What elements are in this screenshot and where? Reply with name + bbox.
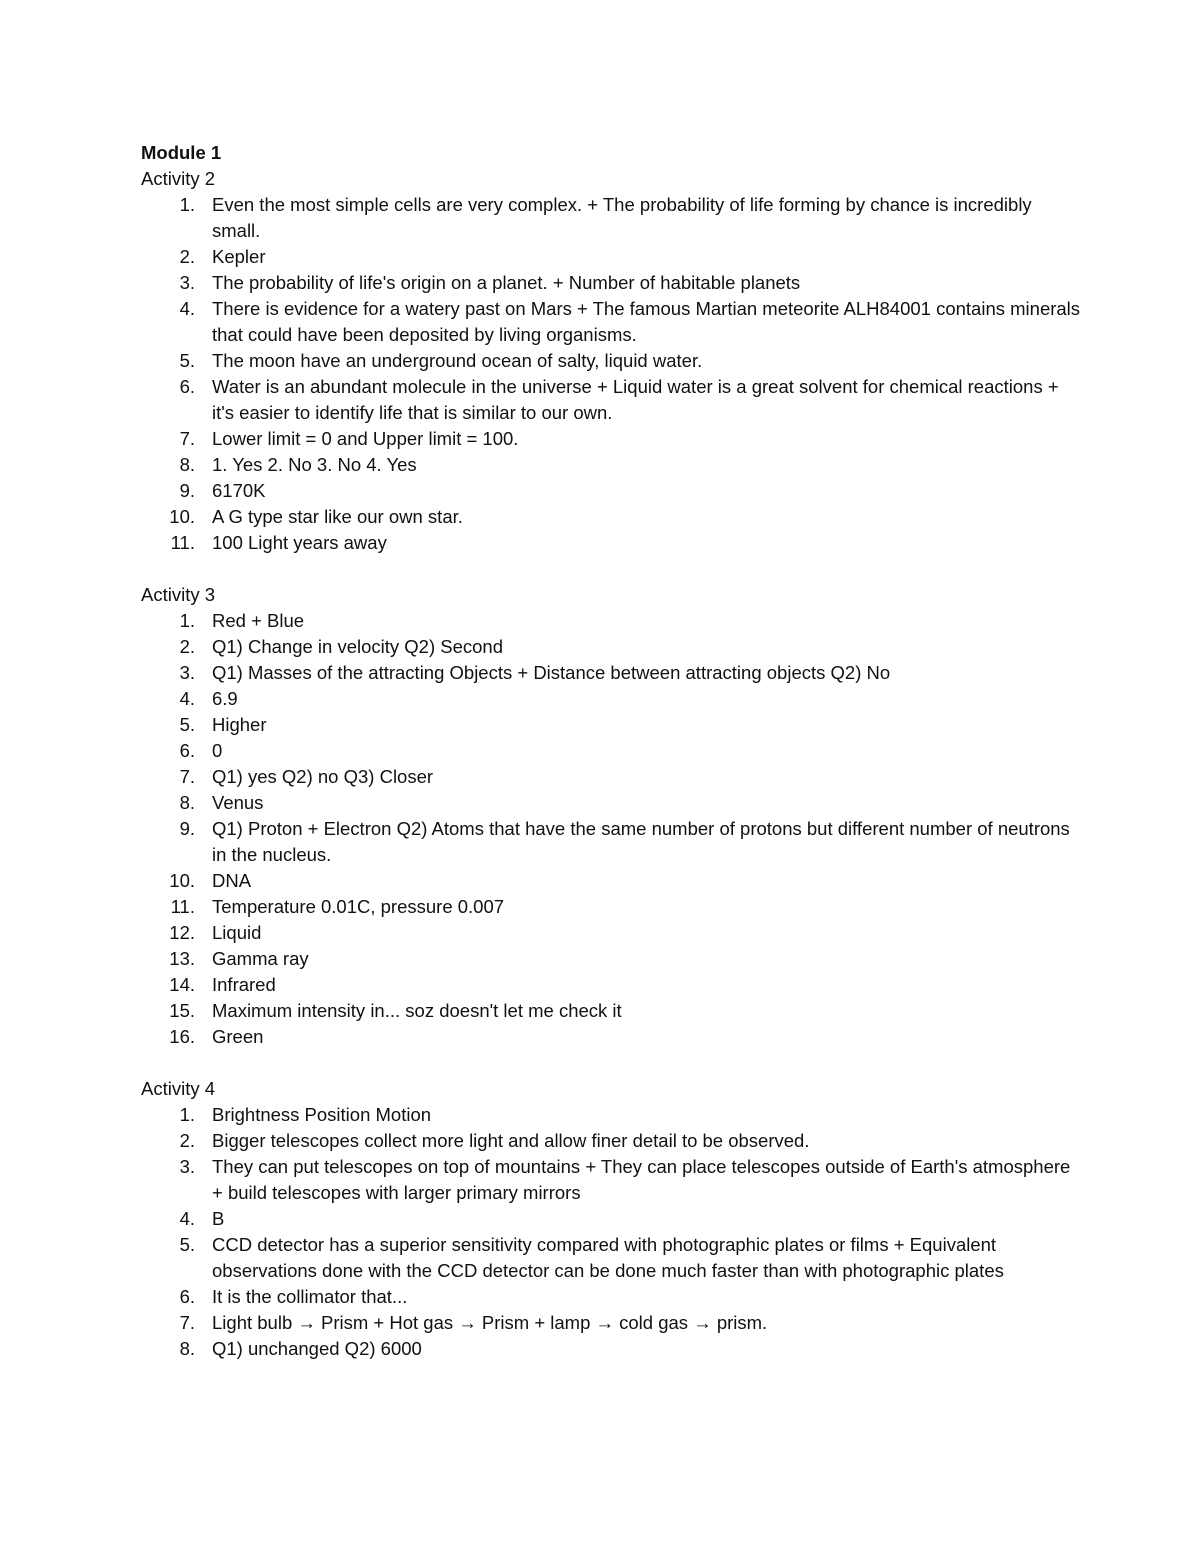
- item-text: Q1) Proton + Electron Q2) Atoms that have the same number of protons but different number of neutrons in the nucleus.: [212, 818, 1070, 865]
- item-number: 12.: [169, 922, 195, 943]
- list-item: [141, 452, 1081, 478]
- item-number: 1.: [179, 194, 195, 215]
- list-item: [141, 374, 1081, 426]
- item-text: Green: [212, 1026, 264, 1047]
- list-item: [141, 660, 1081, 686]
- item-number: 5.: [179, 1234, 195, 1255]
- item-text: The probability of life's origin on a planet. + Number of habitable planets: [212, 272, 801, 293]
- item-number: 10.: [169, 870, 195, 891]
- item-number: 13.: [169, 948, 195, 969]
- list-item: [141, 712, 1081, 738]
- item-number: 4.: [179, 688, 195, 709]
- list-item: [141, 920, 1081, 946]
- item-text: Kepler: [212, 246, 266, 267]
- item-number: 4.: [179, 298, 195, 319]
- list-item: [141, 686, 1081, 712]
- item-text: Maximum intensity in... soz doesn't let me check it: [212, 1000, 622, 1021]
- list-item: [141, 764, 1081, 790]
- item-number: 16.: [169, 1026, 195, 1047]
- list-item: [141, 270, 1081, 296]
- item-text: 100 Light years away: [212, 532, 387, 553]
- item-text: They can put telescopes on top of mountains + They can place telescopes outside of Earth's atmosphere + build telescopes with larger primary mirrors: [212, 1156, 1071, 1203]
- item-text: CCD detector has a superior sensitivity compared with photographic plates or films + Equivalent observations done with the CCD detector can be done much faster than with photographic plates: [212, 1234, 1004, 1281]
- list-item: [141, 244, 1081, 270]
- item-text: A G type star like our own star.: [212, 506, 463, 527]
- item-text: Q1) yes Q2) no Q3) Closer: [212, 766, 434, 787]
- item-text: Red + Blue: [212, 610, 305, 631]
- item-number: 14.: [169, 974, 195, 995]
- item-number: 6.: [179, 376, 195, 397]
- item-number: 7.: [179, 766, 195, 787]
- list-item: [141, 868, 1081, 894]
- list-item: [141, 348, 1081, 374]
- item-text: Infrared: [212, 974, 276, 995]
- item-text: Brightness Position Motion: [212, 1104, 432, 1125]
- item-text: There is evidence for a watery past on Mars + The famous Martian meteorite ALH84001 contains minerals that could have been deposited by living organisms.: [212, 298, 1081, 345]
- item-number: 9.: [179, 818, 195, 839]
- module-title: Module 1: [141, 142, 222, 163]
- item-number: 1.: [179, 610, 195, 631]
- item-number: 5.: [179, 350, 195, 371]
- item-text: 1. Yes 2. No 3. No 4. Yes: [212, 454, 417, 475]
- item-number: 8.: [179, 792, 195, 813]
- item-number: 4.: [179, 1208, 195, 1229]
- item-number: 8.: [179, 454, 195, 475]
- item-number: 3.: [179, 1156, 195, 1177]
- item-text: 6170K: [212, 480, 266, 501]
- item-text: Temperature 0.01C, pressure 0.007: [212, 896, 505, 917]
- item-text: Light bulb → Prism + Hot gas → Prism + lamp → cold gas → prism.: [212, 1312, 768, 1333]
- section-title: Activity 4: [141, 1078, 216, 1099]
- list-item: [141, 894, 1081, 920]
- document-page: [141, 140, 1081, 1362]
- section-title: Activity 2: [141, 168, 216, 189]
- answer-list: [141, 608, 1081, 1050]
- list-item: [141, 1128, 1081, 1154]
- item-number: 2.: [179, 1130, 195, 1151]
- item-number: 8.: [179, 1338, 195, 1359]
- section-title: Activity 3: [141, 584, 216, 605]
- section-spacer: [141, 556, 1081, 582]
- item-number: 7.: [179, 1312, 195, 1333]
- item-number: 7.: [179, 428, 195, 449]
- list-item: [141, 1206, 1081, 1232]
- list-item: [141, 1310, 1081, 1336]
- section-spacer: [141, 1050, 1081, 1076]
- item-text: It is the collimator that...: [212, 1286, 408, 1307]
- item-text: B: [212, 1208, 225, 1229]
- list-item: [141, 1232, 1081, 1284]
- item-text: 0: [212, 740, 223, 761]
- list-item: [141, 972, 1081, 998]
- list-item: [141, 790, 1081, 816]
- item-text: Q1) Change in velocity Q2) Second: [212, 636, 504, 657]
- item-text: Lower limit = 0 and Upper limit = 100.: [212, 428, 519, 449]
- item-text: Higher: [212, 714, 267, 735]
- list-item: [141, 426, 1081, 452]
- item-number: 9.: [179, 480, 195, 501]
- list-item: [141, 816, 1081, 868]
- activity-4-section: [141, 1076, 1081, 1362]
- item-number: 6.: [179, 1286, 195, 1307]
- item-text: DNA: [212, 870, 252, 891]
- list-item: [141, 1154, 1081, 1206]
- item-text: Q1) Masses of the attracting Objects + Distance between attracting objects Q2) No: [212, 662, 891, 683]
- item-number: 11.: [170, 532, 195, 553]
- list-item: [141, 738, 1081, 764]
- activity-2-section: [141, 166, 1081, 556]
- item-text: Even the most simple cells are very complex. + The probability of life forming by chance is incredibly small.: [212, 194, 1032, 241]
- item-number: 1.: [179, 1104, 195, 1125]
- item-number: 6.: [179, 740, 195, 761]
- answer-list: [141, 1102, 1081, 1362]
- list-item: [141, 530, 1081, 556]
- item-number: 5.: [179, 714, 195, 735]
- item-number: 11.: [170, 896, 195, 917]
- item-text: Water is an abundant molecule in the universe + Liquid water is a great solvent for chemical reactions + it's easier to identify life that is similar to our own.: [212, 376, 1059, 423]
- list-item: [141, 296, 1081, 348]
- item-text: The moon have an underground ocean of salty, liquid water.: [212, 350, 703, 371]
- list-item: [141, 1102, 1081, 1128]
- item-number: 3.: [179, 272, 195, 293]
- item-number: 2.: [179, 246, 195, 267]
- item-text: Q1) unchanged Q2) 6000: [212, 1338, 422, 1359]
- list-item: [141, 504, 1081, 530]
- list-item: [141, 192, 1081, 244]
- list-item: [141, 946, 1081, 972]
- item-text: Gamma ray: [212, 948, 309, 969]
- item-text: Bigger telescopes collect more light and allow finer detail to be observed.: [212, 1130, 810, 1151]
- list-item: [141, 478, 1081, 504]
- item-number: 10.: [169, 506, 195, 527]
- answer-list: [141, 192, 1081, 556]
- list-item: [141, 634, 1081, 660]
- item-text: Venus: [212, 792, 264, 813]
- item-number: 2.: [179, 636, 195, 657]
- item-number: 15.: [169, 1000, 195, 1021]
- list-item: [141, 998, 1081, 1024]
- item-number: 3.: [179, 662, 195, 683]
- item-text: 6.9: [212, 688, 238, 709]
- list-item: [141, 1336, 1081, 1362]
- activity-3-section: [141, 582, 1081, 1050]
- list-item: [141, 608, 1081, 634]
- list-item: [141, 1284, 1081, 1310]
- item-text: Liquid: [212, 922, 262, 943]
- list-item: [141, 1024, 1081, 1050]
